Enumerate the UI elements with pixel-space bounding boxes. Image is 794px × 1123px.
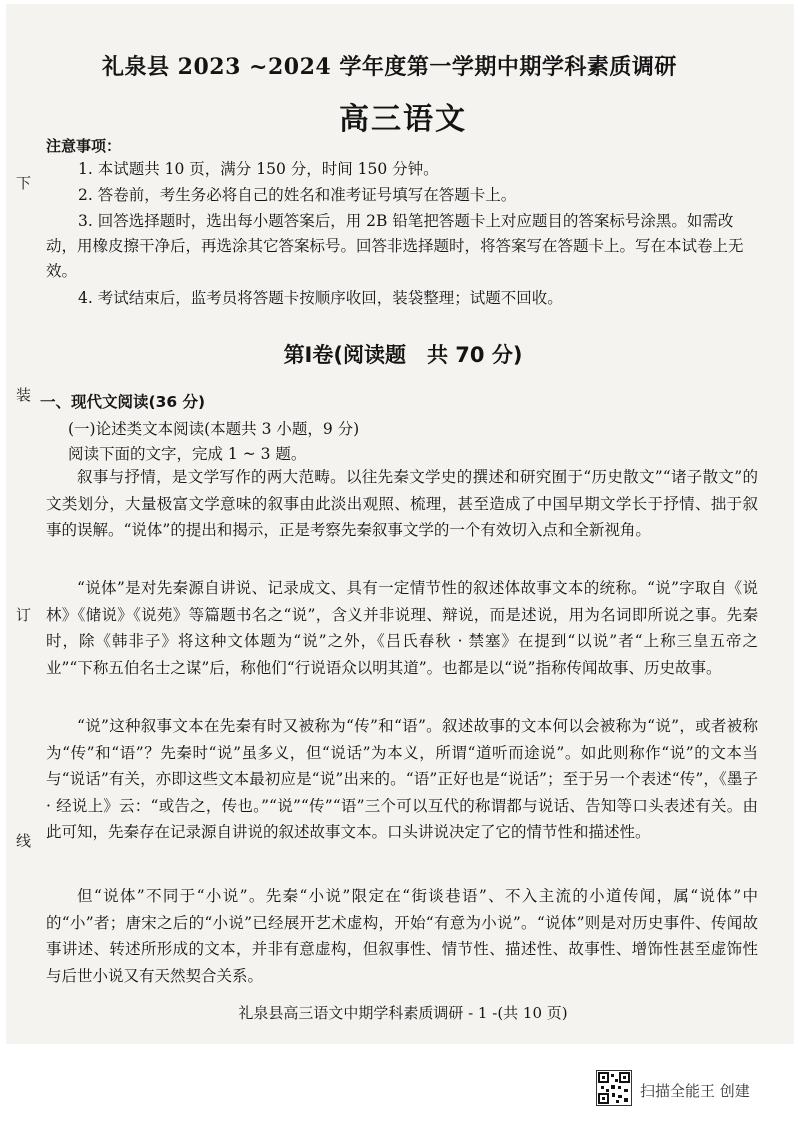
binding-mark-3: 订 [16,606,32,624]
notice-heading: 注意事项： [46,137,122,155]
binding-mark-1: 下 [16,174,32,192]
volume-title: 第Ⅰ卷(阅读题 共 70 分) [283,343,523,367]
binding-mark-4: 线 [16,832,32,850]
notice-item-2: 2. 答卷前，考生务必将自己的姓名和准考证号填写在答题卡上。 [78,186,517,204]
passage-paragraph-4: 但“说体”不同于“小说”。先秦“小说”限定在“街谈巷语”、不入主流的小道传闻，属“说体”中的“小”者；唐宋之后的“小说”已经展开艺术虚构，开始“有意为小说”。“说体”则是对历史事件、传闻故事讲述、转述所形成的文本，并非有意虚构，但叙事性、情节性、描述性、故事性、增饰性甚至虚饰性与后世小说又有天然契合关系。 [46,887,758,985]
notice-item-3: 3. 回答选择题时，选出每小题答案后，用 2B 铅笔把答题卡上对应题目的答案标号涂黑。如需改动，用橡皮擦干净后，再选涂其它答案标号。回答非选择题时，将答案写在答题卡上。写在本试卷上无效。 [46,212,744,280]
exam-title: 礼泉县 2023 ~2024 学年度第一学期中期学科素质调研 [102,54,677,80]
notice-item-1: 1. 本试题共 10 页，满分 150 分，时间 150 分钟。 [78,160,439,178]
reading-instruction: 阅读下面的文字，完成 1 ~ 3 题。 [68,445,307,463]
binding-mark-2: 装 [16,386,32,404]
notice-item-4: 4. 考试结束后，监考员将答题卡按顺序收回，装袋整理；试题不回收。 [78,289,563,307]
scanner-watermark-text: 扫描全能王 创建 [640,1082,750,1100]
subject-title: 高三语文 [339,102,467,137]
passage-paragraph-2: “说体”是对先秦源自讲说、记录成文、具有一定情节性的叙述体故事文本的统称。“说”字取自《说林》《储说》《说苑》等篇题书名之“说”，含义并非说理、辩说，而是述说，用为名词即所说之事。先秦时，除《韩非子》将这种文体题为“说”之外，《吕氏春秋 · 禁塞》在提到“以说”者“上称三皇五帝之业”“下称五伯名士之谋”后，称他们“行说语众以明其道”。也都是以“说”指称传闻故事、历史故事。 [46,579,758,677]
passage-paragraph-1: 叙事与抒情，是文学写作的两大范畴。以往先秦文学史的撰述和研究囿于“历史散文”“诸子散文”的文类划分，大量极富文学意味的叙事由此淡出观照、梳理，甚至造成了中国早期文学长于抒情、拙于叙事的误解。“说体”的提出和揭示，正是考察先秦叙事文学的一个有效切入点和全新视角。 [46,468,758,539]
section-heading: 一、现代文阅读(36 分) [40,393,206,411]
page-footer: 礼泉县高三语文中期学科素质调研 - 1 -(共 10 页) [238,1004,568,1022]
exam-paper-page [6,4,794,1044]
qr-code-icon [596,1070,632,1106]
passage-paragraph-3: “说”这种叙事文本在先秦有时又被称为“传”和“语”。叙述故事的文本何以会被称为“说”，或者被称为“传”和“语”？先秦时“说”虽多义，但“说话”为本义，所谓“道听而途说”。如此则称作“说”的文本当与“说话”有关，亦即这些文本最初应是“说”出来的。“语”正好也是“说话”；至于另一个表述“传”，《墨子 · 经说上》云：“或告之，传也。”“说”“传”“语”三个可以互代的称谓都与说话、告知等口头表述有关。由此可知，先秦存在记录源自讲说的叙述故事文本。口头讲说决定了它的情节性和描述性。 [46,717,758,841]
section-subheading: (一)论述类文本阅读(本题共 3 小题，9 分) [68,420,360,438]
